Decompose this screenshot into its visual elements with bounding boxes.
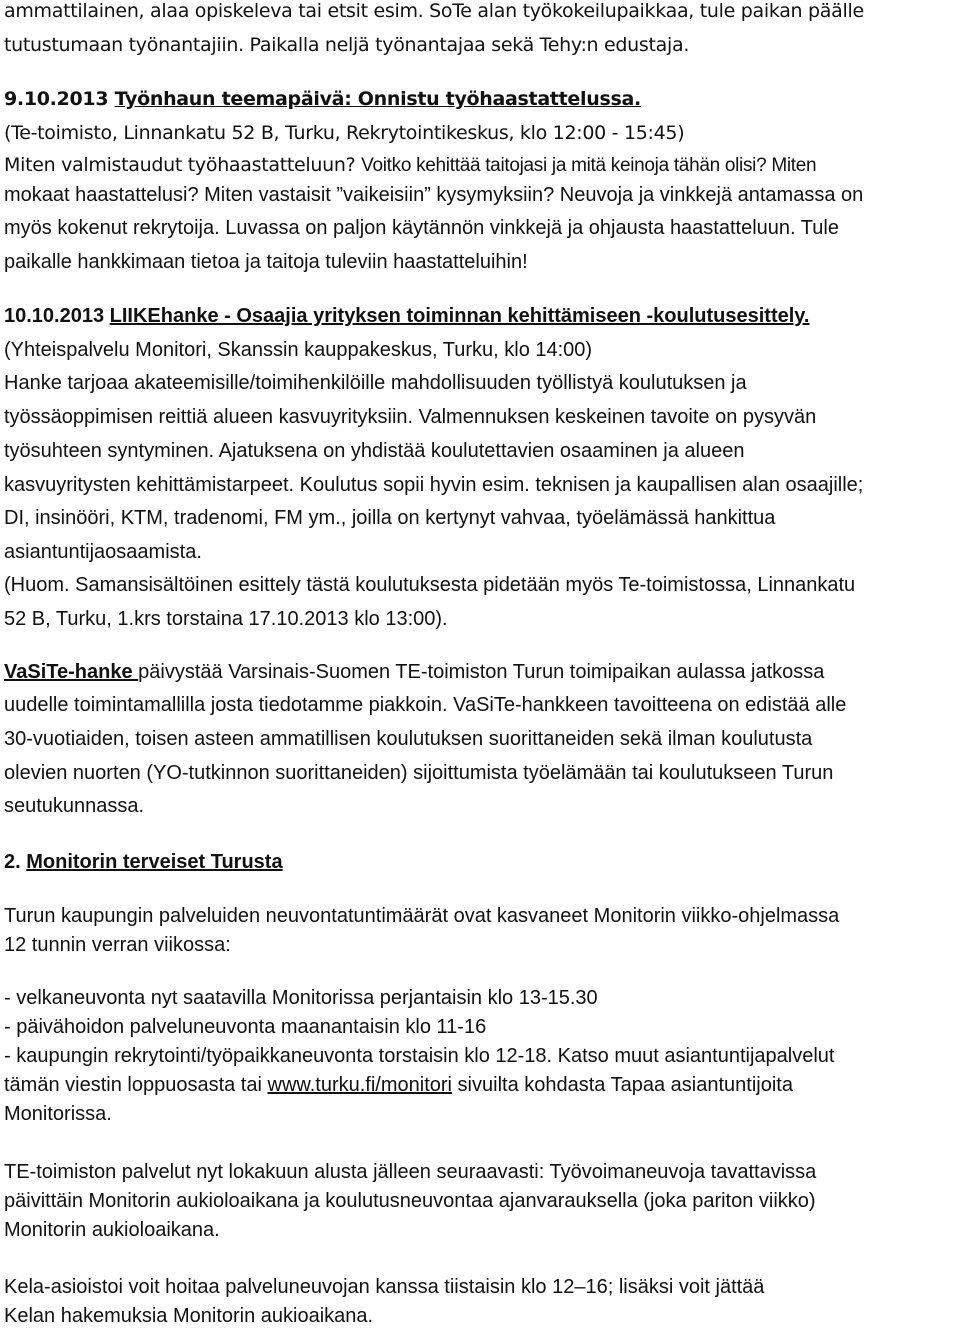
monitor-line: 12 tunnin verran viikossa:: [4, 934, 231, 956]
monitor-link-pre: tämän viestin loppuosasta tai: [4, 1074, 268, 1096]
intro-line-1: ammattilainen, alaa opiskeleva tai etsit esim. SoTe alan työkokeilupaikkaa, tule paikan päälle: [4, 0, 864, 22]
event1-line-1a: Miten valmistaudut työhaastatteluun?: [4, 154, 362, 176]
section-2-number: 2.: [4, 851, 27, 873]
section-2-title: Monitorin terveiset Turusta: [26, 851, 283, 873]
te-line: päivittäin Monitorin aukioloaikana ja koulutusneuvontaa ajanvarauksella (joka pariton viikko): [4, 1190, 816, 1212]
event1-location: (Te-toimisto, Linnankatu 52 B, Turku, Rekrytointikeskus, klo 12:00 - 15:45): [4, 122, 685, 144]
event2-line: (Huom. Samansisältöinen esittely tästä koulutuksesta pidetään myös Te-toimistossa, Linnankatu: [4, 574, 856, 596]
event1-line-4: paikalle hankkimaan tietoa ja taitoja tuleviin haastatteluihin!: [4, 251, 528, 273]
event2-title: LIIKEhanke - Osaajia yrityksen toiminnan kehittämiseen -koulutusesittely.: [109, 305, 810, 327]
vasite-line-1: [4, 661, 824, 684]
event1-date: 9.10.2013: [4, 88, 115, 110]
te-line: Monitorin aukioloaikana.: [4, 1219, 220, 1241]
vasite-line: seutukunnassa.: [4, 795, 145, 817]
vasite-line-1-text: päivystää Varsinais-Suomen TE-toimiston Turun toimipaikan aulassa jatkossa: [138, 661, 825, 683]
kela-line: Kelan hakemuksia Monitorin aukioaikana.: [4, 1305, 374, 1327]
monitor-link-line: [4, 1074, 793, 1097]
event1-line-1b: Voitko kehittää taitojasi ja mitä keinoja tähän olisi? Miten: [361, 155, 817, 176]
monitor-line: Turun kaupungin palveluiden neuvontatuntimäärät ovat kasvaneet Monitorin viikko-ohjelmassa: [4, 905, 840, 927]
vasite-link[interactable]: VaSiTe-hanke: [4, 661, 139, 683]
event2-location: (Yhteispalvelu Monitori, Skanssin kauppakeskus, Turku, klo 14:00): [4, 339, 593, 361]
vasite-line: olevien nuorten (YO-tutkinnon suorittaneiden) sijoittumista työelämään tai koulutukseen Turun: [4, 762, 834, 784]
monitor-bullet: - päivähoidon palveluneuvonta maanantaisin klo 11-16: [4, 1016, 487, 1038]
event2-date: 10.10.2013: [4, 305, 110, 327]
event2-line: työssäoppimisen reittiä alueen kasvuyrityksiin. Valmennuksen keskeinen tavoite on pysyvän: [4, 406, 817, 428]
event2-line: Hanke tarjoaa akateemisille/toimihenkilöille mahdollisuuden työllistyä koulutuksen ja: [4, 372, 747, 394]
event2-line: työsuhteen syntyminen. Ajatuksena on yhdistää koulutettavien osaaminen ja alueen: [4, 440, 745, 462]
event1-heading: [4, 88, 641, 110]
intro-line-2: tutustumaan työnantajiin. Paikalla neljä työnantajaa sekä Tehy:n edustaja.: [4, 34, 690, 56]
monitor-bullet: - kaupungin rekrytointi/työpaikkaneuvonta torstaisin klo 12-18. Katso muut asiantuntijapalvelut: [4, 1045, 835, 1067]
event2-line: asiantuntijaosaamista.: [4, 541, 202, 563]
event1-line-3: myös kokenut rekrytoija. Luvassa on paljon käytännön vinkkejä ja ohjausta haastatteluun. Tule: [4, 217, 839, 239]
event2-line: kasvuyritysten kehittämistarpeet. Koulutus sopii hyvin esim. teknisen ja kaupallisen alan osaajille;: [4, 474, 864, 496]
event1-line-1: [4, 154, 816, 177]
kela-line: Kela-asioistoi voit hoitaa palveluneuvojan kanssa tiistaisin klo 12–16; lisäksi voit jättää: [4, 1276, 765, 1298]
monitor-web-link[interactable]: www.turku.fi/monitori: [267, 1074, 452, 1096]
monitor-bullet: - velkaneuvonta nyt saatavilla Monitorissa perjantaisin klo 13-15.30: [4, 987, 598, 1009]
event1-line-2: mokaat haastattelusi? Miten vastaisit ”vaikeisiin” kysymyksiin? Neuvoja ja vinkkejä antamassa on: [4, 184, 864, 206]
monitor-link-post: sivuilta kohdasta Tapaa asiantuntijoita: [452, 1074, 793, 1096]
event2-heading: [4, 305, 810, 328]
event2-line: DI, insinööri, KTM, tradenomi, FM ym., joilla on kertynyt vahvaa, työelämässä hankittua: [4, 507, 776, 529]
event1-title: Työnhaun teemapäivä: Onnistu työhaastattelussa.: [114, 88, 641, 110]
vasite-line: 30-vuotiaiden, toisen asteen ammatillisen koulutuksen suorittaneiden sekä ilman koulutusta: [4, 728, 813, 750]
monitor-last-line: Monitorissa.: [4, 1103, 112, 1125]
event2-line: 52 B, Turku, 1.krs torstaina 17.10.2013 klo 13:00).: [4, 608, 448, 630]
te-line: TE-toimiston palvelut nyt lokakuun alusta jälleen seuraavasti: Työvoimaneuvoja tavattavissa: [4, 1161, 817, 1183]
vasite-line: uudelle toimintamallilla josta tiedotamme piakkoin. VaSiTe-hankkeen tavoitteena on edistää alle: [4, 694, 847, 716]
section-2-heading: [4, 851, 283, 874]
